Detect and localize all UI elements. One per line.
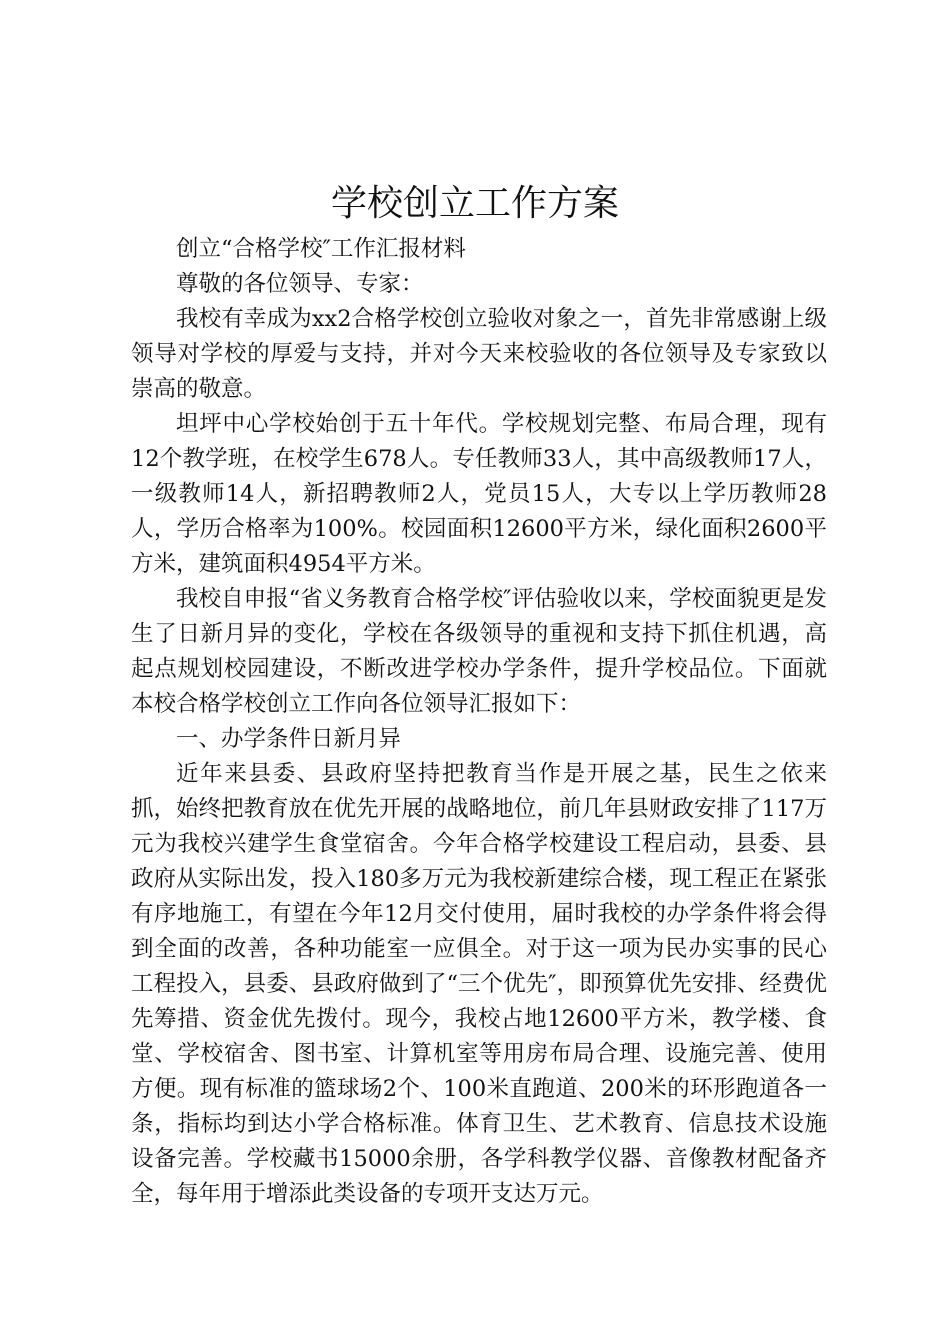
school-overview-paragraph: 坦坪中心学校始创于五十年代。学校规划完整、布局合理，现有12个教学班，在校学生678人。专任教师33人，其中高级教师17人，一级教师14人，新招聘教师2人，党员15人，大专以上学历教师28人，学历合格率为100%。校园面积12600平方米，绿化面积2600平方米，建筑面积4954平方米。 <box>131 411 827 577</box>
progress-paragraph: 我校自申报“省义务教育合格学校″评估验收以来，学校面貌更是发生了日新月异的变化，学校在各级领导的重视和支持下抓住机遇，高起点规划校园建设，不断改进学校办学条件，提升学校品位。下面就本校合格学校创立工作向各位领导汇报如下： <box>131 586 827 717</box>
document-body <box>131 232 827 1212</box>
intro-paragraph: 我校有幸成为xx2合格学校创立验收对象之一，首先非常感谢上级领导对学校的厚爱与支持，并对今天来校验收的各位领导及专家致以崇高的敬意。 <box>131 306 827 402</box>
document-title: 学校创立工作方案 <box>330 183 619 224</box>
facilities-paragraph: 近年来县委、县政府坚持把教育当作是开展之基，民生之依来抓，始终把教育放在优先开展的战略地位，前几年县财政安排了117万元为我校兴建学生食堂宿舍。今年合格学校建设工程启动，县委、县政府从实际出发，投入180多万元为我校新建综合楼，现工程正在紧张有序地施工，有望在今年12月交付使用，届时我校的办学条件将会得到全面的改善，各种功能室一应俱全。对于这一项为民办实事的民心工程投入，县委、县政府做到了“三个优先″，即预算优先安排、经费优先筹措、资金优先拨付。现今，我校占地12600平方米，教学楼、食堂、学校宿舍、图书室、计算机室等用房布局合理、设施完善、使用方便。现有标准的篮球场2个、100米直跑道、200米的环形跑道各一条，指标均到达小学合格标准。体育卫生、艺术教育、信息技术设施设备完善。学校藏书15000余册，各学科教学仪器、音像教材配备齐全，每年用于增添此类设备的专项开支达万元。 <box>131 761 827 1207</box>
section-heading-paragraph: 一、办学条件日新月异 <box>176 726 402 752</box>
report-heading-paragraph: 创立“合格学校″工作汇报材料 <box>176 236 466 262</box>
salutation-paragraph: 尊敬的各位领导、专家： <box>176 271 424 297</box>
